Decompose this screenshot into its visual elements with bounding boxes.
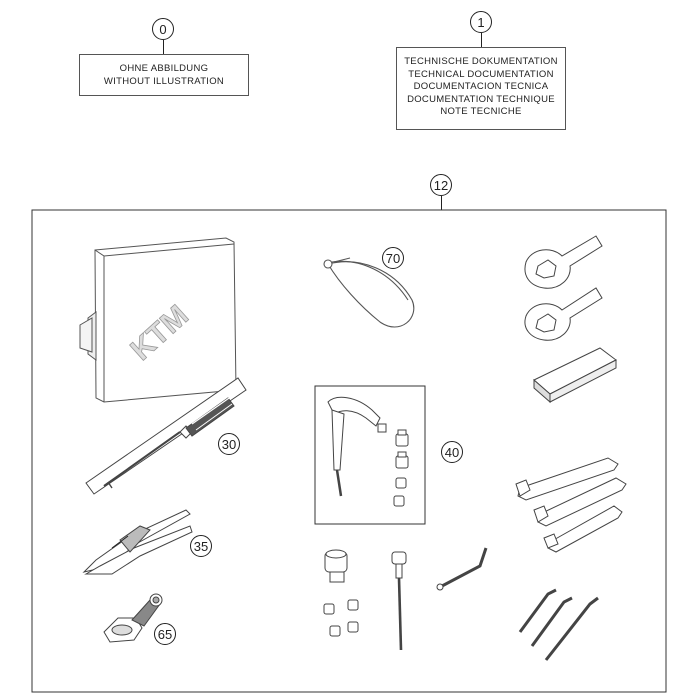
ring-spanner-1 [525, 236, 602, 288]
callout-1: 1 [470, 11, 492, 33]
callout-0: 0 [152, 18, 174, 40]
open-end-wrenches [516, 458, 626, 552]
pliers [84, 510, 192, 574]
socket-set [324, 550, 358, 636]
torx-l-key [437, 548, 486, 590]
label-1-line-2: TECHNICAL DOCUMENTATION [408, 68, 554, 80]
callout-35: 35 [190, 535, 212, 557]
pouch-logo: KTM [124, 298, 195, 367]
label-1-line-4: DOCUMENTATION TECHNIQUE [407, 93, 555, 105]
callout-70: 70 [382, 247, 404, 269]
label-0-line-1: OHNE ABBILDUNG [119, 63, 209, 74]
bit-sockets [378, 424, 408, 506]
callout-12: 12 [430, 174, 452, 196]
t-handle-hex-key [328, 397, 380, 496]
cable-loop [324, 258, 414, 327]
ring-spanner-2 [525, 288, 602, 340]
callout-65: 65 [154, 623, 176, 645]
extension-bar [392, 552, 406, 650]
bar-case [534, 348, 616, 402]
label-1-line-5: NOTE TECNICHE [440, 106, 522, 117]
label-1-line-3: DOCUMENTACION TECNICA [413, 81, 549, 92]
allen-keys [520, 590, 598, 660]
callout-40: 40 [441, 441, 463, 463]
label-0-line-2: WITHOUT ILLUSTRATION [103, 75, 225, 87]
label-1-line-1: TECHNISCHE DOKUMENTATION [404, 56, 558, 67]
callout-30: 30 [218, 433, 240, 455]
